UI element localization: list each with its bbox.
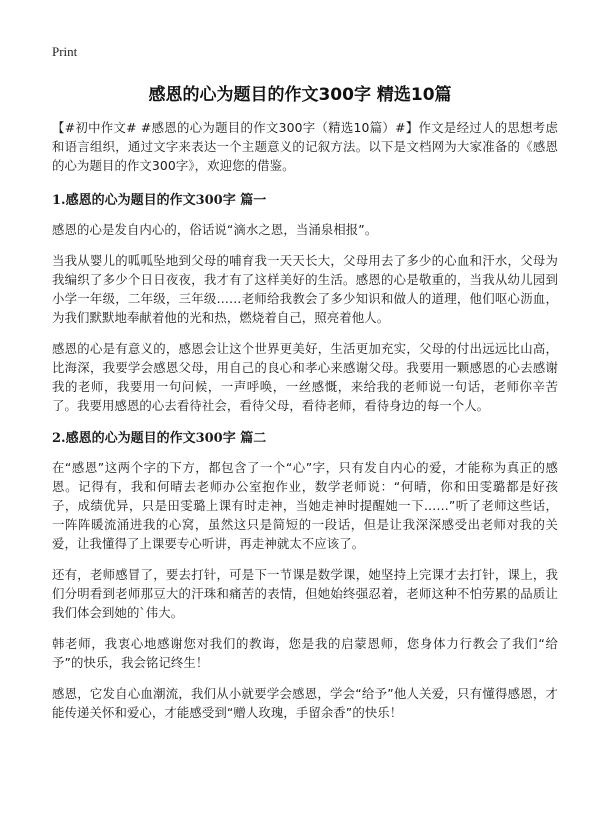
- print-link[interactable]: Print: [52, 44, 78, 59]
- intro-paragraph: 【#初中作文# #感恩的心为题目的作文300字（精选10篇）#】作文是经过人的思想考虑和语言组织，通过文字来表达一个主题意义的记叙方法。以下是文档网为大家准备的《感恩的心为题目的作文300字》，欢迎您的借鉴。: [52, 120, 558, 173]
- paragraph: 当我从婴儿的呱呱坠地到父母的哺育我一天天长大，父母用去了多少的心血和汗水，父母为我编织了多少个日日夜夜，我才有了这样美好的生活。感恩的心是敬重的，当我从幼儿园到小学一年级，二年级，三年级……老师给我教会了多少知识和做人的道理，他们呕心沥血，为我们默默地奉献着他的光和热，燃烧着自己，照亮着他人。: [52, 253, 558, 325]
- page-title: 感恩的心为题目的作文300字 精选10篇: [148, 85, 452, 105]
- paragraph: 在“感恩”这两个字的下方，都包含了一个“心”字，只有发自内心的爱，才能称为真正的感恩。记得有，我和何晴去老师办公室抱作业，数学老师说：“何晴，你和田雯璐都是好孩子，成绩优异，只是田雯璐上课有时走神，当她走神时提醒她一下……”听了老师这些话，一阵阵暖流涌进我的心窝，虽然这只是简短的一段话，但是让我深深感受出老师对我的关爱，让我懂得了上课要专心听讲，再走神就太不应该了。: [52, 460, 558, 551]
- paragraph: 感恩的心是发自内心的，俗话说“滴水之恩，当涌泉相报”。: [52, 222, 378, 237]
- paragraph: 还有，老师感冒了，要去打针，可是下一节课是数学课，她坚持上完课才去打针，课上，我们分明看到老师那豆大的汗珠和痛苦的表情，但她始终强忍着，老师这种不怕劳累的品质让我们体会到她的`伟大。: [52, 567, 558, 620]
- paragraph: 感恩，它发自心血潮流，我们从小就要学会感恩，学会“给予”他人关爱，只有懂得感恩，才能传递关怀和爱心，才能感受到“赠人玫瑰，手留余香”的快乐！: [52, 686, 558, 720]
- section-heading-2: 2.感恩的心为题目的作文300字 篇二: [52, 431, 267, 446]
- paragraph: 韩老师，我衷心地感谢您对我们的教诲，您是我的启蒙恩师，您身体力行教会了我们“给予”的快乐，我会铭记终生！: [52, 636, 558, 670]
- document-body: [52, 118, 558, 734]
- paragraph: 感恩的心是有意义的，感恩会让这个世界更美好，生活更加充实，父母的付出远远比山高，比海深，我要学会感恩父母，用自己的良心和孝心来感谢父母。我要用一颗感恩的心去感谢我的老师，我要用一句问候，一声呼唤，一丝感慨，来给我的老师说一句话，老师你辛苦了。我要用感恩的心去看待社会，看待父母，看待老师，看待身边的每一个人。: [52, 341, 558, 413]
- section-heading-1: 1.感恩的心为题目的作文300字 篇一: [52, 193, 267, 208]
